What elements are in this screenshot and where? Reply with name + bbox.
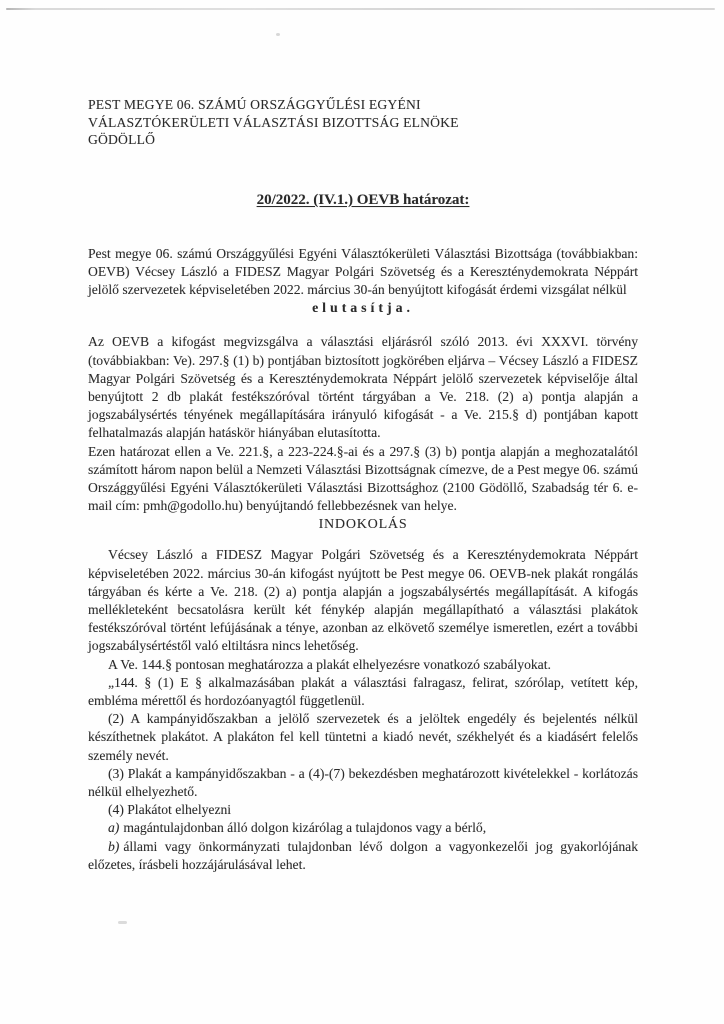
ruling-paragraph: Az OEVB a kifogást megvizsgálva a választási eljárásról szóló 2013. évi XXXVI. törvény (továbbiakban: Ve). 297.§ (1) b) pontjában biztosított jogkörében eljárva – Vécsey László a FIDESZ Magyar Polgári Szövetség és a Kereszténydemokrata Néppárt jelölő szervezetek képviselője által benyújtott 2 db plakát festékszóróval történt tárgyában a Ve. 218. (2) a) pontja alapján a jogszabálysértés tényének megállapítására irányuló kifogását - a Ve. 215.§ d) pontjában kapott felhatalmazás alapján hatáskör hiányában elutasította.	[88, 334, 638, 441]
legal-point-b	[88, 838, 638, 874]
decision-title-row	[88, 191, 638, 209]
decision-word-row	[88, 299, 638, 317]
letterhead-line-3: GÖDÖLLŐ	[88, 132, 156, 148]
legal-point-a-marker: a)	[108, 820, 120, 836]
legal-point-b-marker: b)	[108, 838, 120, 854]
letterhead-line-2: VÁLASZTÓKERÜLETI VÁLASZTÁSI BIZOTTSÁG ELNÖKE	[88, 114, 459, 130]
reasoning-paragraph-3: „144. § (1) E § alkalmazásában plakát a választási falragasz, felirat, szórólap, vetített kép, embléma mérettől és hordozóanyagtól függetlenül.	[88, 674, 638, 709]
letterhead	[88, 96, 638, 149]
scan-artifact-top-line	[6, 8, 715, 10]
appeal-paragraph: Ezen határozat ellen a Ve. 221.§, a 223-224.§-ai és a 297.§ (3) b) pontja alapján a meghozatalától számított három napon belül a Nemzeti Választási Bizottságnak címezve, de a Pest megye 06. számú Országgyűlési Egyéni Választókerületi Választási Bizottsághoz (2100 Gödöllő, Szabadság tér 6. e-mail cím: pmh@godollo.hu) benyújtandó fellebbezésnek van helye.	[88, 443, 638, 514]
section-heading-indokolas: INDOKOLÁS	[318, 517, 408, 533]
scan-artifact-speck	[118, 921, 127, 924]
legal-point-a-text: magántulajdonban álló dolgon kizárólag a tulajdonos vagy a bérlő,	[123, 820, 487, 836]
legal-point-b-text: állami vagy önkormányzati tulajdonban lévő dolgon a vagyonkezelői jog gyakorlójának előzetes, írásbeli hozzájárulásával lehet.	[88, 838, 638, 872]
section-heading-row	[88, 515, 638, 533]
reasoning-paragraph-4: (2) A kampányidőszakban a jelölő szervezetek és a jelöltek engedély és bejelentés nélkül készíthetnek plakátot. A plakáton fel kell tüntetni a kiadó nevét, székhelyét és a kiadásért felelős személy nevét.	[88, 711, 638, 763]
reasoning-paragraph-1: Vécsey László a FIDESZ Magyar Polgári Szövetség és a Kereszténydemokrata Néppárt képviseletében 2022. március 30-án kifogást nyújtott be Pest megye 06. OEVB-nek plakát rongálás tárgyában és kérte a Ve. 218. (2) a) pontja alapján a jogszabálysértés megállapítását. A kifogás mellékleteként becsatolásra került két fénykép alapján megállapítható a választási plakátok festékszóróval történt lefújásának a ténye, azonban az elkövető személye ismeretlen, ezért a további jogszabálysértéstől való eltiltásra nincs lehetőség.	[88, 547, 638, 654]
letterhead-line-1: PEST MEGYE 06. SZÁMÚ ORSZÁGGYŰLÉSI EGYÉNI	[88, 97, 421, 112]
scan-artifact-speck	[276, 33, 280, 36]
reasoning-paragraph-6: (4) Plakátot elhelyezni	[108, 802, 232, 818]
decision-title: 20/2022. (IV.1.) OEVB határozat:	[256, 191, 470, 208]
intro-paragraph: Pest megye 06. számú Országgyűlési Egyéni Választókerületi Választási Bizottsága (továbbiakban: OEVB) Vécsey László a FIDESZ Magyar Polgári Szövetség és a Kereszténydemokrata Néppárt jelölő szervezetek képviseletében 2022. március 30-án benyújtott kifogását érdemi vizsgálat nélkül	[88, 245, 638, 298]
decision-word: elutasítja.	[312, 300, 414, 316]
reasoning-paragraph-5: (3) Plakát a kampányidőszakban - a (4)-(7) bekezdésben meghatározott kivételekkel - korlátozás nélkül elhelyezhető.	[88, 765, 638, 800]
document-body	[88, 96, 638, 874]
reasoning-paragraph-2: A Ve. 144.§ pontosan meghatározza a plakát elhelyezésre vonatkozó szabályokat.	[108, 656, 551, 672]
legal-point-a	[88, 819, 638, 837]
